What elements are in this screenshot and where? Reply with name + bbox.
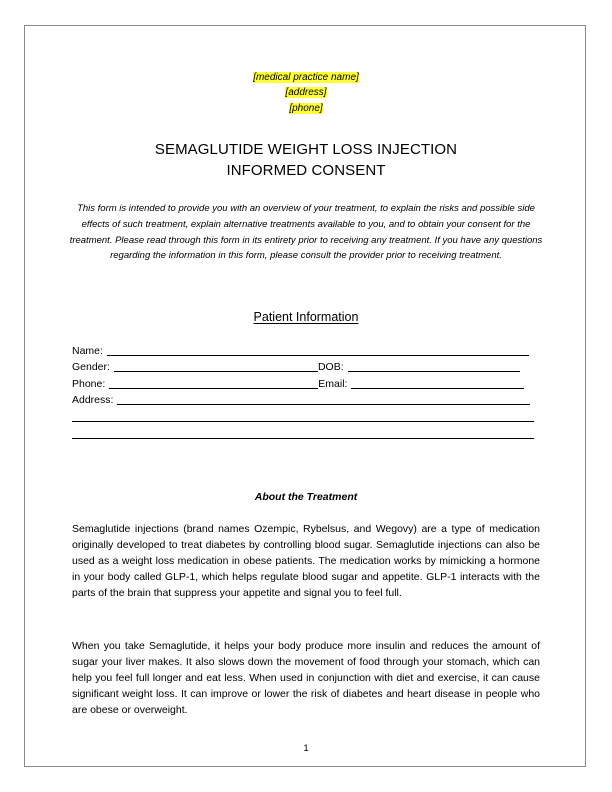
practice-phone (0, 103, 612, 115)
about-paragraph-1: Semaglutide injections (brand names Ozempic, Rybelsus, and Wegovy) are a type of medication originally developed to treat diabetes by controlling blood sugar. Semaglutide injections can also be used as a weight loss medication in obese patients. The medication works by mimicking a hormone in your body called GLP-1, which helps regulate blood sugar and appetite. GLP-1 interacts with the parts of the brain that suppress your appetite and signal you to feel full. (72, 523, 540, 600)
name-label: Name: (72, 345, 103, 357)
address-line-2 (72, 410, 536, 424)
address-field[interactable] (117, 394, 530, 405)
phone-email-row (72, 377, 536, 391)
document-title-line2: INFORMED CONSENT (226, 162, 386, 179)
address-label: Address: (72, 394, 114, 406)
name-row (72, 344, 536, 358)
gender-dob-row (72, 360, 536, 374)
phone-placeholder: [phone] (289, 103, 323, 114)
practice-name (0, 72, 612, 84)
phone-field[interactable] (109, 378, 318, 389)
email-field[interactable] (351, 378, 524, 389)
about-paragraph-2: When you take Semaglutide, it helps your body produce more insulin and reduces the amount of sugar your liver makes. It also slows down the movement of food through your stomach, which can help you feel full longer and eat less. When used in conjunction with diet and exercise, it can cause significant weight loss. It can improve or lower the risk of diabetes and heart disease in people who are obese or overweight. (72, 640, 540, 717)
dob-label: DOB: (317, 361, 344, 373)
about-treatment-heading: About the Treatment (254, 491, 358, 503)
address-placeholder: [address] (285, 87, 327, 98)
gender-field[interactable] (114, 361, 318, 372)
address-field-line2[interactable] (72, 411, 534, 422)
page-number: 1 (303, 743, 309, 754)
address-field-line3[interactable] (72, 428, 534, 439)
address-row (72, 393, 536, 407)
patient-info-heading (0, 310, 612, 325)
dob-field[interactable] (348, 361, 520, 372)
address-line-3 (72, 427, 536, 441)
document-title-line1: SEMAGLUTIDE WEIGHT LOSS INJECTION (154, 141, 458, 158)
email-label: Email: (318, 378, 348, 390)
name-field[interactable] (107, 345, 529, 356)
practice-name-placeholder: [medical practice name] (253, 72, 359, 83)
patient-info-heading-text: Patient Information (253, 310, 359, 324)
phone-label: Phone: (72, 378, 106, 390)
gender-label: Gender: (72, 361, 110, 373)
intro-paragraph: This form is intended to provide you with an overview of your treatment, to explain the risks and possible side effects of such treatment, explain alternative treatments available to you, and to obtain your consent for the treatment. Please read through this form in its entirety prior to receiving any treatment. If you have any questions regarding the information in this form, please consult the provider prior to receiving treatment. (69, 203, 543, 262)
practice-address (0, 87, 612, 99)
